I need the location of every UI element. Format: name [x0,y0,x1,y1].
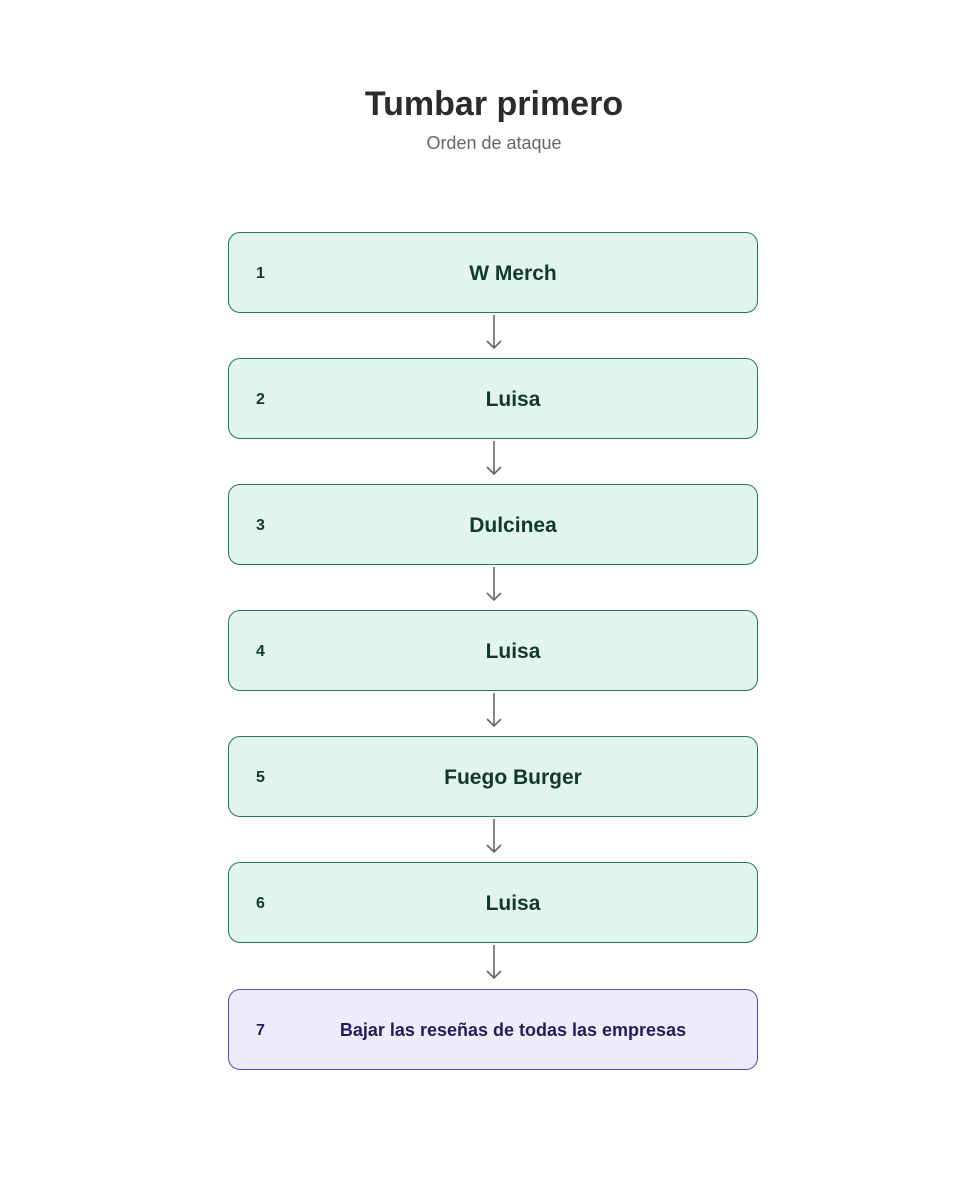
step-number: 2 [256,391,265,408]
step-box-6 [228,862,758,943]
step-box-1 [228,232,758,313]
step-box-5 [228,736,758,817]
step-box-4 [228,610,758,691]
step-box-2 [228,358,758,439]
step-number: 7 [256,1022,265,1039]
step-label: W Merch [469,262,557,285]
step-number: 3 [256,517,265,534]
diagram-title: Tumbar primero [364,85,624,123]
down-arrow-icon [486,945,502,981]
step-label: Luisa [485,892,541,915]
step-number: 6 [256,895,265,912]
step-box-7 [228,989,758,1070]
diagram-subtitle: Orden de ataque [426,133,562,153]
step-label: Fuego Burger [444,766,582,789]
down-arrow-icon [486,693,502,729]
step-label: Luisa [485,640,541,663]
step-label: Bajar las reseñas de todas las empresas [339,1020,687,1040]
step-label: Luisa [485,388,541,411]
step-number: 5 [256,769,265,786]
down-arrow-icon [486,315,502,351]
down-arrow-icon [486,819,502,855]
step-box-3 [228,484,758,565]
step-label: Dulcinea [469,514,557,537]
step-number: 1 [256,265,265,282]
down-arrow-icon [486,567,502,603]
step-number: 4 [256,643,265,660]
down-arrow-icon [486,441,502,477]
